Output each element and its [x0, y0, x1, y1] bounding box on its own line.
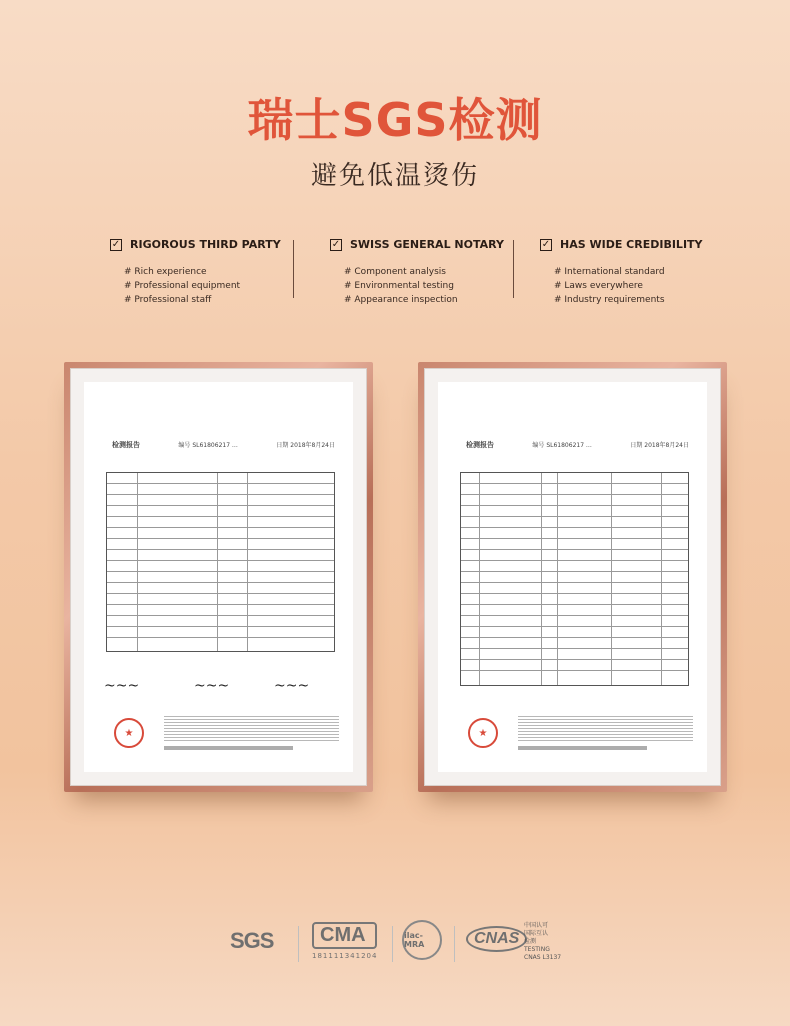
certificate-document	[438, 382, 707, 772]
feature-rigorous	[110, 238, 281, 307]
page-title: 瑞士SGS检测	[247, 93, 543, 147]
certificate-table	[106, 472, 335, 652]
signature: ~~~	[274, 678, 310, 694]
signature: ~~~	[104, 678, 140, 694]
ilac-logo: ilac-MRA	[402, 920, 442, 960]
cma-number: 181111341204	[312, 952, 378, 960]
cma-mark: CMA	[312, 922, 377, 949]
certificate-header	[112, 440, 335, 450]
certificate-table	[460, 472, 689, 686]
page-subtitle: 避免低温烫伤	[310, 161, 479, 191]
feature-item: # Component analysis	[344, 267, 446, 277]
feature-item: # Laws everywhere	[554, 281, 643, 291]
certificate-date: 日期 2018年8月24日	[630, 442, 689, 449]
feature-item: # Professional staff	[124, 295, 212, 305]
logo-divider	[392, 926, 393, 962]
certificate-heading: 检测报告	[112, 441, 140, 449]
feature-item: # Appearance inspection	[344, 295, 458, 305]
fine-print	[518, 716, 693, 742]
certificate-document	[84, 382, 353, 772]
certificate-header	[466, 440, 689, 450]
feature-title: HAS WIDE CREDIBILITY	[560, 238, 703, 251]
feature-item: # Professional equipment	[124, 281, 241, 291]
checkbox-icon: ✓	[541, 238, 551, 250]
feature-item: # Industry requirements	[554, 295, 665, 305]
certificate-date: 日期 2018年8月24日	[276, 442, 335, 449]
stamp-icon: ★	[114, 718, 144, 748]
cnas-line: 检测	[524, 938, 537, 945]
certification-logos	[0, 920, 790, 970]
feature-title: RIGOROUS THIRD PARTY	[130, 238, 281, 251]
certificate-report-no: 编号 SL61806217 …	[532, 442, 592, 449]
logo-divider	[454, 926, 455, 962]
cnas-line: CNAS L3137	[524, 954, 562, 961]
certificate-mat	[70, 368, 367, 786]
fine-print	[164, 716, 339, 742]
sgs-logo: SGS	[230, 928, 274, 953]
feature-item: # International standard	[554, 267, 665, 277]
checkbox-icon: ✓	[111, 238, 121, 250]
feature-item: # Rich experience	[124, 267, 207, 277]
cnas-caption	[524, 922, 561, 962]
checkbox-icon: ✓	[331, 238, 341, 250]
signatures	[104, 678, 339, 714]
cnas-line: 国际互认	[524, 930, 549, 937]
divider	[513, 240, 514, 298]
certificate-report-no: 编号 SL61806217 …	[178, 442, 238, 449]
divider	[293, 240, 294, 298]
logo-divider	[298, 926, 299, 962]
certificate-frame-1	[64, 362, 373, 792]
cnas-logo: CNAS	[466, 926, 527, 952]
certificate-frame-2	[418, 362, 727, 792]
fine-print	[518, 746, 647, 750]
feature-title: SWISS GENERAL NOTARY	[350, 238, 504, 251]
feature-credibility	[540, 238, 703, 307]
certificate-heading: 检测报告	[466, 441, 494, 449]
feature-swiss	[330, 238, 504, 307]
certificate-mat	[424, 368, 721, 786]
feature-item: # Environmental testing	[344, 281, 454, 291]
cnas-line: TESTING	[524, 946, 550, 953]
cma-logo	[312, 922, 377, 960]
stamp-icon: ★	[468, 718, 498, 748]
signature: ~~~	[194, 678, 230, 694]
cnas-line: 中国认可	[524, 922, 549, 929]
features-row	[0, 238, 790, 308]
fine-print	[164, 746, 293, 750]
